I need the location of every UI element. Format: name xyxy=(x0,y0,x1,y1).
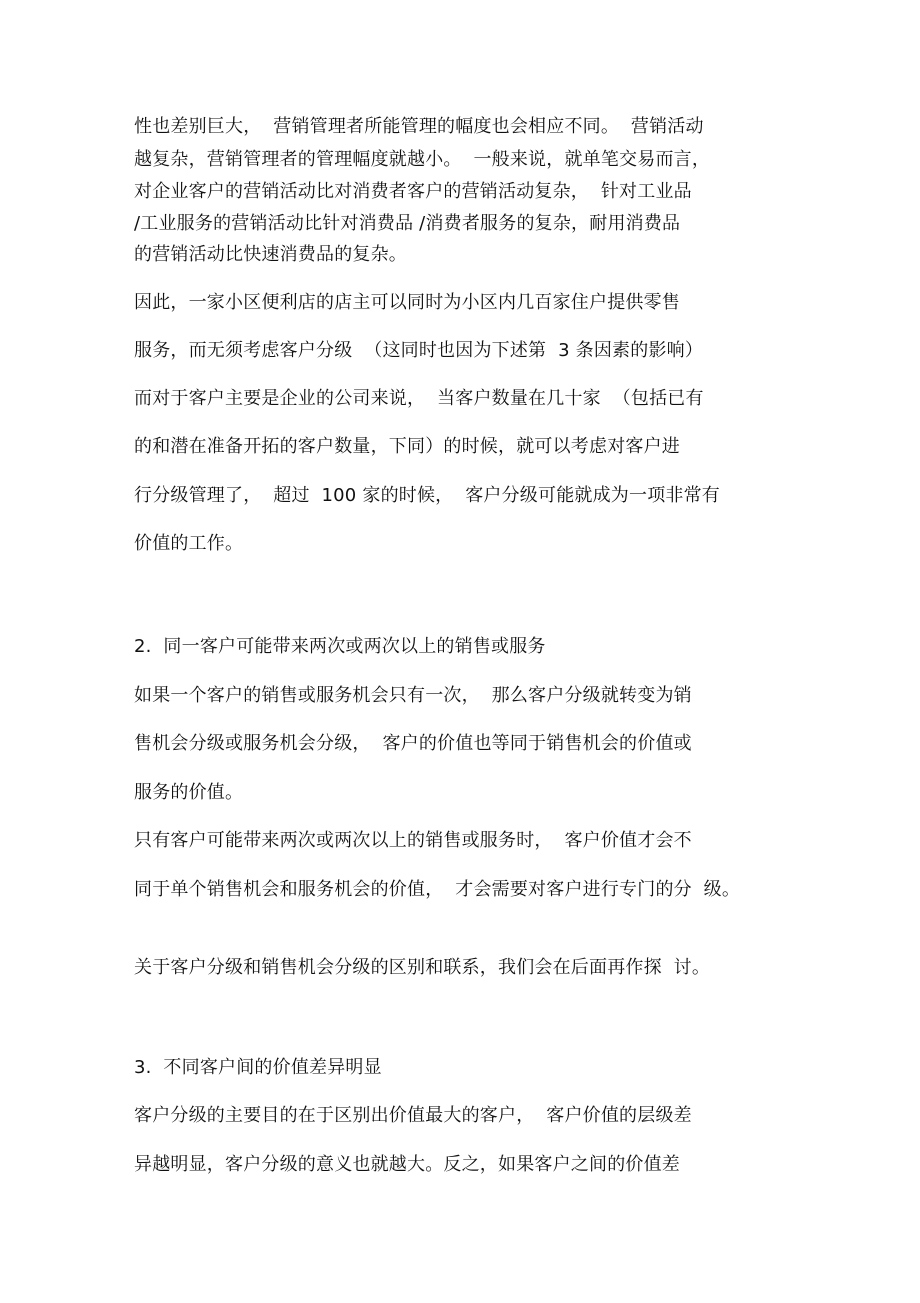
text-line: 服务，而无须考虑客户分级 （这同时也因为下述第 3 条因素的影响） xyxy=(134,340,704,361)
text-line: 只有客户可能带来两次或两次以上的销售或服务时， 客户价值才会不 xyxy=(134,830,692,851)
text-line: 性也差别巨大， 营销管理者所能管理的幅度也会相应不同。 营销活动 xyxy=(134,116,704,137)
text-line: 服务的价值。 xyxy=(134,782,244,803)
section-heading: 2. 同一客户可能带来两次或两次以上的销售或服务 xyxy=(134,636,546,657)
section-heading: 3. 不同客户间的价值差异明显 xyxy=(134,1057,382,1078)
text-line: 售机会分级或服务机会分级， 客户的价值也等同于销售机会的价值或 xyxy=(134,733,692,754)
text-line: 的营销活动比快速消费品的复杂。 xyxy=(134,244,407,265)
text-line: 对企业客户的营销活动比对消费者客户的营销活动复杂， 针对工业品 xyxy=(134,181,692,202)
text-line: 价值的工作。 xyxy=(134,533,244,554)
text-line: 因此，一家小区便利店的店主可以同时为小区内几百家住户提供零售 xyxy=(134,292,680,313)
text-line: 异越明显，客户分级的意义也就越大。反之，如果客户之间的价值差 xyxy=(134,1154,680,1175)
text-line: 同于单个销售机会和服务机会的价值， 才会需要对客户进行专门的分 级。 xyxy=(134,879,741,900)
text-line: 如果一个客户的销售或服务机会只有一次， 那么客户分级就转变为销 xyxy=(134,685,692,706)
text-line: 关于客户分级和销售机会分级的区别和联系，我们会在后面再作探 讨。 xyxy=(134,957,711,978)
text-line: /工业服务的营销活动比针对消费品 /消费者服务的复杂，耐用消费品 xyxy=(134,213,681,234)
text-line: 越复杂，营销管理者的管理幅度就越小。 一般来说，就单笔交易而言， xyxy=(134,149,711,170)
text-line: 的和潜在准备开拓的客户数量，下同）的时候，就可以考虑对客户进 xyxy=(134,436,680,457)
text-line: 行分级管理了， 超过 100 家的时候， 客户分级可能就成为一项非常有 xyxy=(134,485,721,506)
text-line: 客户分级的主要目的在于区别出价值最大的客户， 客户价值的层级差 xyxy=(134,1105,692,1126)
text-line: 而对于客户主要是企业的公司来说， 当客户数量在几十家 （包括已有 xyxy=(134,388,704,409)
